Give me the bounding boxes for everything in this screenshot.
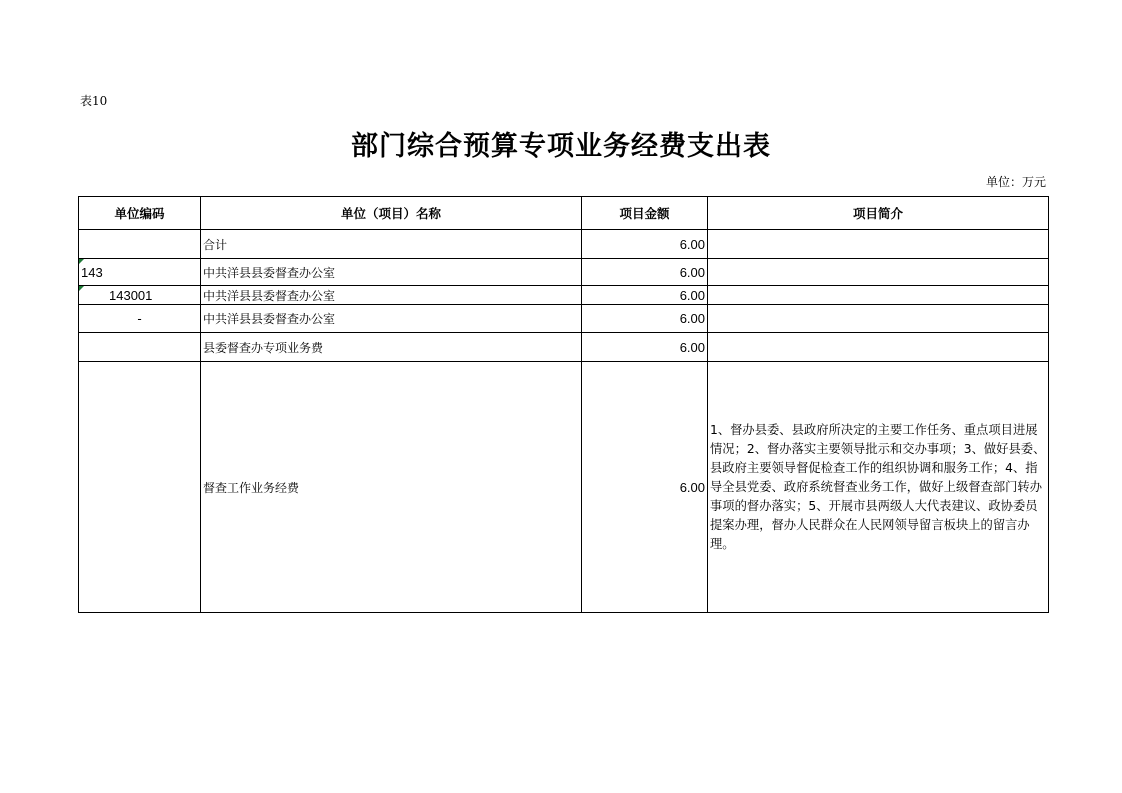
cell-desc: 1、督办县委、县政府所决定的主要工作任务、重点项目进展情况；2、督办落实主要领导批示和交办事项；3、做好县委、县政府主要领导督促检查工作的组织协调和服务工作；4、指导全县党委、政府系统督查业务工作，做好上级督查部门转办事项的督办落实；5、开展市县两级人大代表建议、政协委员提案办理，督办人民群众在人民网领导留言板块上的留言办理。 bbox=[708, 362, 1049, 613]
header-amount: 项目金额 bbox=[582, 197, 708, 230]
table-row bbox=[79, 333, 1049, 362]
cell-amount: 6.00 bbox=[582, 305, 708, 333]
cell-code: - bbox=[79, 305, 201, 333]
cell-name: 中共洋县县委督查办公室 bbox=[201, 305, 582, 333]
cell-amount: 6.00 bbox=[582, 259, 708, 286]
cell-desc bbox=[708, 286, 1049, 305]
cell-desc bbox=[708, 305, 1049, 333]
cell-code bbox=[79, 362, 201, 613]
cell-name: 督查工作业务经费 bbox=[201, 362, 582, 613]
cell-desc bbox=[708, 333, 1049, 362]
table-number: 表10 bbox=[80, 94, 108, 108]
table-row bbox=[79, 259, 1049, 286]
table-row-total bbox=[79, 230, 1049, 259]
cell-code bbox=[79, 230, 201, 259]
cell-desc bbox=[708, 230, 1049, 259]
cell-amount: 6.00 bbox=[582, 230, 708, 259]
budget-table bbox=[78, 196, 1049, 613]
header-desc: 项目简介 bbox=[708, 197, 1049, 230]
cell-amount: 6.00 bbox=[582, 333, 708, 362]
header-code: 单位编码 bbox=[79, 197, 201, 230]
unit-label: 单位：万元 bbox=[985, 175, 1046, 189]
cell-code-text: 143001 bbox=[109, 287, 153, 303]
cell-marker-icon bbox=[79, 286, 84, 291]
table-row bbox=[79, 305, 1049, 333]
cell-code bbox=[79, 259, 201, 286]
table-row bbox=[79, 362, 1049, 613]
cell-code bbox=[79, 286, 201, 305]
cell-name: 中共洋县县委督查办公室 bbox=[201, 259, 582, 286]
header-name: 单位（项目）名称 bbox=[201, 197, 582, 230]
cell-code bbox=[79, 333, 201, 362]
cell-amount: 6.00 bbox=[582, 286, 708, 305]
cell-desc bbox=[708, 259, 1049, 286]
table-header-row bbox=[79, 197, 1049, 230]
cell-name: 合计 bbox=[201, 230, 582, 259]
cell-code-text: 143 bbox=[81, 264, 103, 280]
table-row bbox=[79, 286, 1049, 305]
cell-name: 县委督查办专项业务费 bbox=[201, 333, 582, 362]
page-title: 部门综合预算专项业务经费支出表 bbox=[351, 131, 771, 162]
cell-name: 中共洋县县委督查办公室 bbox=[201, 286, 582, 305]
cell-marker-icon bbox=[79, 259, 84, 264]
cell-amount: 6.00 bbox=[582, 362, 708, 613]
